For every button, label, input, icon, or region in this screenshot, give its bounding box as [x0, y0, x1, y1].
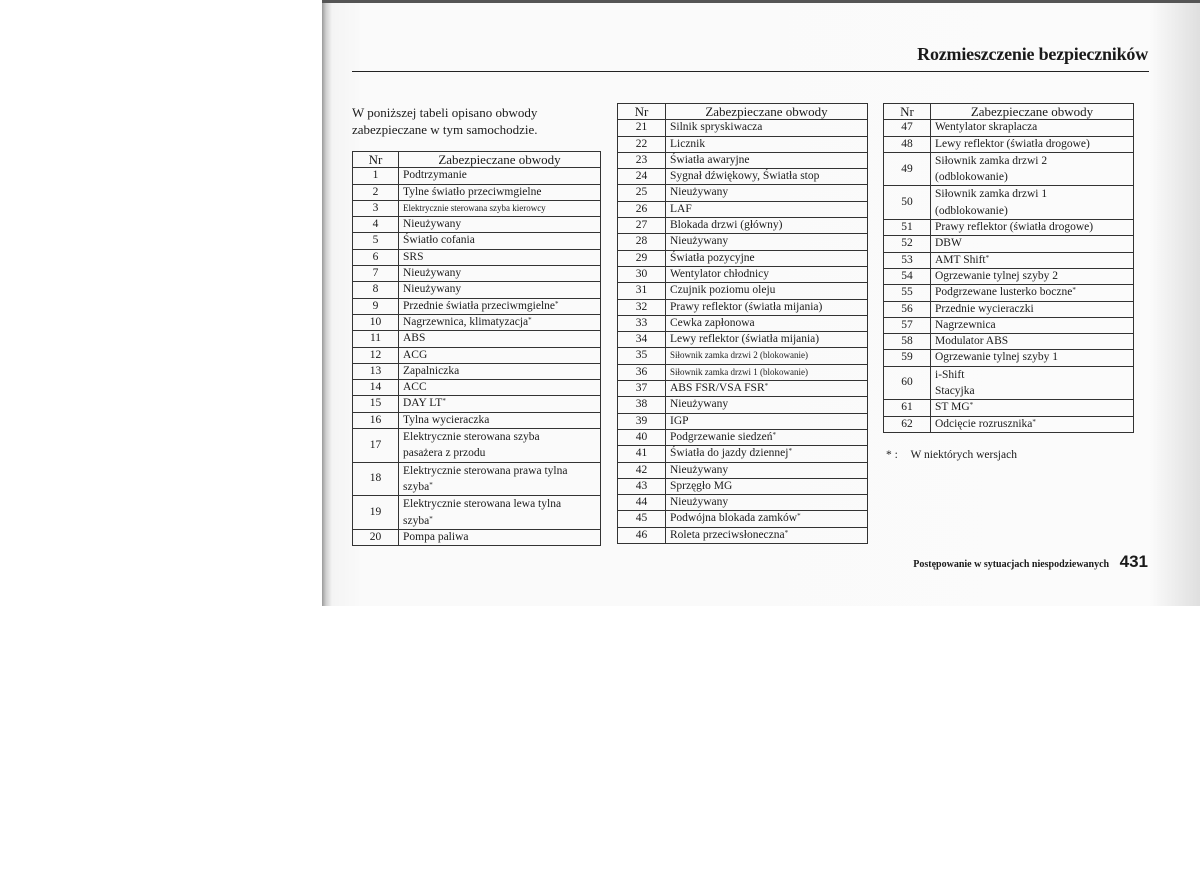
- fuse-circuit-line: [403, 445, 596, 461]
- table-row: [353, 429, 601, 463]
- fuse-circuit: [666, 527, 868, 543]
- fuse-number: 26: [618, 201, 666, 217]
- fuse-circuit-text: Podwójna blokada zamków: [670, 512, 798, 525]
- footnote-marker: *: [429, 480, 433, 489]
- table-row: [353, 184, 601, 200]
- fuse-number: 43: [618, 478, 666, 494]
- table-row: [618, 478, 868, 494]
- column-header-nr: Nr: [353, 152, 399, 168]
- table-row: [618, 169, 868, 185]
- page-number: 431: [1119, 552, 1148, 571]
- table-row: [618, 348, 868, 364]
- fuse-circuit-text: Odcięcie rozrusznika: [935, 417, 1033, 430]
- fuse-circuit: [666, 397, 868, 413]
- footnote-marker: *: [764, 382, 769, 391]
- fuse-number: 2: [353, 184, 399, 200]
- fuse-circuit-text: (odblokowanie): [935, 204, 1008, 217]
- table-row: [618, 234, 868, 250]
- table-row: [353, 233, 601, 249]
- fuse-circuit-text: Czujnik poziomu oleju: [670, 284, 776, 297]
- fuse-circuit: [666, 446, 868, 462]
- fuse-number: 44: [618, 495, 666, 511]
- fuse-number: 41: [618, 446, 666, 462]
- fuse-number: 62: [884, 416, 931, 432]
- fuse-number: 36: [618, 364, 666, 380]
- fuse-number: 56: [884, 301, 931, 317]
- fuse-number: 5: [353, 233, 399, 249]
- fuse-circuit: [931, 152, 1134, 186]
- fuse-circuit: [931, 268, 1134, 284]
- fuse-circuit-text: SRS: [403, 250, 424, 263]
- intro-line: zabezpieczane w tym samochodzie.: [352, 122, 538, 137]
- fuse-number: 9: [353, 298, 399, 314]
- fuse-number: 8: [353, 282, 399, 298]
- fuse-number: 35: [618, 348, 666, 364]
- fuse-circuit-text: Nieużywany: [403, 218, 462, 231]
- fuse-circuit-text: pasażera z przodu: [403, 447, 486, 460]
- fuse-number: 38: [618, 397, 666, 413]
- fuse-circuit-text: ACC: [403, 381, 427, 394]
- table-row: [353, 266, 601, 282]
- table-row: [618, 381, 868, 397]
- fuse-circuit-text: szyba: [403, 480, 430, 493]
- table-row: [353, 412, 601, 428]
- fuse-number: 18: [353, 462, 399, 496]
- fuse-circuit-text: szyba: [403, 514, 430, 527]
- fuse-number: 34: [618, 332, 666, 348]
- table-row: [353, 314, 601, 330]
- table-row: [353, 363, 601, 379]
- fuse-circuit: [666, 429, 868, 445]
- fuse-circuit-text: Cewka zapłonowa: [670, 316, 755, 329]
- column-header-nr: Nr: [618, 104, 666, 120]
- fuse-circuit: [399, 462, 601, 496]
- fuse-circuit-text: Podgrzewane lusterko boczne: [935, 286, 1073, 299]
- fuse-number: 13: [353, 363, 399, 379]
- fuse-circuit: [399, 266, 601, 282]
- fuse-table-3: [883, 103, 1134, 433]
- table-row: [884, 186, 1134, 220]
- fuse-circuit: [399, 184, 601, 200]
- fuse-number: 57: [884, 317, 931, 333]
- fuse-number: 47: [884, 120, 931, 136]
- fuse-number: 15: [353, 396, 399, 412]
- fuse-circuit-text: Tylna wycieraczka: [403, 413, 490, 426]
- fuse-circuit-text: (odblokowanie): [935, 171, 1008, 184]
- table-row: [884, 152, 1134, 186]
- footnote-marker: *: [797, 512, 801, 521]
- fuse-circuit: [666, 381, 868, 397]
- fuse-circuit-text: Licznik: [670, 137, 706, 150]
- fuse-circuit-text: Blokada drzwi (główny): [670, 219, 783, 232]
- fuse-number: 61: [884, 400, 931, 416]
- fuse-number: 21: [618, 120, 666, 136]
- fuse-circuit-text: Pompa paliwa: [403, 530, 469, 543]
- table-row: [353, 249, 601, 265]
- table-row: [884, 220, 1134, 236]
- table-row: [884, 301, 1134, 317]
- table-row: [618, 152, 868, 168]
- table-row: [618, 315, 868, 331]
- footnote-marker: *: [1032, 417, 1036, 426]
- fuse-number: 40: [618, 429, 666, 445]
- page-top-edge: [322, 0, 1200, 3]
- table-header-row: [353, 152, 601, 168]
- fuse-circuit: [931, 220, 1134, 236]
- fuse-circuit: [666, 315, 868, 331]
- footnote-marker: *: [442, 397, 446, 406]
- fuse-circuit: [931, 120, 1134, 136]
- fuse-circuit-text: Nieużywany: [670, 398, 729, 411]
- table-row: [618, 364, 868, 380]
- fuse-number: 17: [353, 429, 399, 463]
- fuse-circuit-text: Siłownik zamka drzwi 2 (blokowanie): [670, 350, 808, 361]
- fuse-circuit-text: Elektrycznie sterowana szyba kierowcy: [403, 202, 546, 213]
- table-row: [884, 317, 1134, 333]
- table-row: [618, 429, 868, 445]
- fuse-circuit: [666, 462, 868, 478]
- fuse-circuit-text: Lewy reflektor (światła drogowe): [935, 137, 1090, 150]
- fuse-circuit: [931, 285, 1134, 301]
- table-row: [353, 282, 601, 298]
- fuse-circuit: [666, 152, 868, 168]
- fuse-circuit-line: Siłownik zamka drzwi 1: [935, 188, 1048, 201]
- fuse-circuit-line: Elektrycznie sterowana prawa tylna: [403, 464, 568, 477]
- fuse-circuit: [399, 298, 601, 314]
- fuse-circuit-line: [935, 383, 1129, 399]
- table-row: [618, 446, 868, 462]
- fuse-number: 28: [618, 234, 666, 250]
- fuse-circuit-text: Lewy reflektor (światła mijania): [670, 333, 820, 346]
- fuse-number: 4: [353, 217, 399, 233]
- fuse-circuit-text: Ogrzewanie tylnej szyby 2: [935, 269, 1058, 282]
- table-row: [618, 462, 868, 478]
- fuse-circuit-line: [935, 203, 1129, 219]
- fuse-circuit: [666, 283, 868, 299]
- fuse-circuit-text: Roleta przeciwsłoneczna: [670, 528, 785, 541]
- fuse-number: 29: [618, 250, 666, 266]
- fuse-number: 58: [884, 334, 931, 350]
- table-row: [884, 120, 1134, 136]
- table-row: [884, 366, 1134, 400]
- fuse-number: 55: [884, 285, 931, 301]
- fuse-circuit: [666, 478, 868, 494]
- footnote-marker: *: [429, 514, 433, 523]
- fuse-circuit-text: DAY LT: [403, 397, 443, 410]
- fuse-circuit: [666, 169, 868, 185]
- fuse-number: 31: [618, 283, 666, 299]
- fuse-circuit-text: AMT Shift: [935, 253, 986, 266]
- table-row: [884, 400, 1134, 416]
- fuse-number: 51: [884, 220, 931, 236]
- fuse-number: 30: [618, 266, 666, 282]
- fuse-circuit: [399, 314, 601, 330]
- footnote-marker: *: [1072, 286, 1076, 295]
- page-title: Rozmieszczenie bezpieczników: [917, 44, 1148, 64]
- footnote-marker: *: [788, 447, 792, 456]
- fuse-circuit: [399, 412, 601, 428]
- fuse-circuit: [399, 363, 601, 379]
- fuse-circuit: [931, 400, 1134, 416]
- fuse-circuit-text: Zapalniczka: [403, 364, 460, 377]
- fuse-circuit: [399, 168, 601, 184]
- column-header-name: Zabezpieczane obwody: [399, 152, 601, 168]
- intro-line: W poniższej tabeli opisano obwody: [352, 105, 538, 120]
- fuse-number: 45: [618, 511, 666, 527]
- fuse-circuit-text: Prawy reflektor (światła drogowe): [935, 221, 1094, 234]
- table-row: [884, 236, 1134, 252]
- table-row: [353, 496, 601, 530]
- table-row: [884, 252, 1134, 268]
- fuse-circuit-text: Światło cofania: [403, 234, 475, 247]
- table-row: [618, 201, 868, 217]
- fuse-number: 14: [353, 380, 399, 396]
- fuse-number: 46: [618, 527, 666, 543]
- fuse-circuit-text: Silnik spryskiwacza: [670, 121, 763, 134]
- fuse-circuit: [399, 233, 601, 249]
- fuse-circuit: [931, 301, 1134, 317]
- fuse-circuit-text: Nieużywany: [670, 496, 729, 509]
- fuse-number: 24: [618, 169, 666, 185]
- fuse-circuit: [399, 249, 601, 265]
- intro-text: [352, 104, 538, 138]
- fuse-number: 11: [353, 331, 399, 347]
- table-row: [353, 347, 601, 363]
- fuse-circuit: [931, 416, 1134, 432]
- fuse-circuit: [666, 266, 868, 282]
- table-row: [884, 285, 1134, 301]
- fuse-circuit: [666, 364, 868, 380]
- fuse-number: 50: [884, 186, 931, 220]
- fuse-circuit-text: Światła do jazdy dziennej: [670, 447, 789, 460]
- fuse-circuit-text: Nieużywany: [403, 283, 462, 296]
- fuse-circuit: [666, 413, 868, 429]
- footnote-marker: *: [969, 401, 974, 410]
- fuse-circuit: [931, 236, 1134, 252]
- fuse-circuit-line: [935, 169, 1129, 185]
- fuse-circuit: [931, 317, 1134, 333]
- fuse-circuit: [399, 529, 601, 545]
- fuse-circuit-line: Elektrycznie sterowana szyba: [403, 431, 540, 444]
- table-row: [618, 413, 868, 429]
- fuse-circuit-line: Elektrycznie sterowana lewa tylna: [403, 498, 562, 511]
- fuse-circuit: [666, 234, 868, 250]
- footnote-symbol: * :: [886, 449, 898, 461]
- table-row: [618, 397, 868, 413]
- fuse-circuit-text: Podtrzymanie: [403, 169, 467, 182]
- fuse-table-2: [617, 103, 868, 544]
- fuse-circuit-text: Wentylator skraplacza: [935, 121, 1038, 134]
- header-rule: [352, 71, 1149, 72]
- fuse-number: 12: [353, 347, 399, 363]
- table-row: [618, 511, 868, 527]
- fuse-table-1: [352, 151, 601, 546]
- fuse-number: 49: [884, 152, 931, 186]
- fuse-number: 19: [353, 496, 399, 530]
- table-row: [618, 527, 868, 543]
- fuse-circuit: [931, 334, 1134, 350]
- fuse-circuit-text: LAF: [670, 202, 692, 215]
- fuse-circuit: [931, 350, 1134, 366]
- fuse-circuit-text: ABS: [403, 332, 426, 345]
- fuse-circuit: [931, 136, 1134, 152]
- fuse-circuit: [666, 201, 868, 217]
- table-row: [618, 332, 868, 348]
- fuse-circuit: [666, 299, 868, 315]
- table-row: [618, 250, 868, 266]
- table-row: [353, 529, 601, 545]
- fuse-number: 3: [353, 200, 399, 216]
- table-row: [618, 218, 868, 234]
- fuse-circuit-text: Światła pozycyjne: [670, 251, 755, 264]
- fuse-circuit-text: Sygnał dźwiękowy, Światła stop: [670, 170, 820, 183]
- page-footer: [913, 552, 1148, 572]
- fuse-circuit: [399, 396, 601, 412]
- fuse-circuit-line: [403, 513, 596, 529]
- footnote-marker: *: [772, 430, 777, 439]
- fuse-circuit-text: Siłownik zamka drzwi 1 (blokowanie): [670, 366, 808, 377]
- fuse-circuit: [666, 218, 868, 234]
- table-row: [618, 120, 868, 136]
- fuse-circuit-text: Nieużywany: [403, 267, 462, 280]
- table-row: [618, 136, 868, 152]
- fuse-circuit: [399, 380, 601, 396]
- fuse-circuit: [666, 511, 868, 527]
- fuse-circuit: [931, 366, 1134, 400]
- footnote: [886, 449, 1017, 461]
- fuse-circuit: [666, 332, 868, 348]
- table-row: [618, 266, 868, 282]
- fuse-number: 23: [618, 152, 666, 168]
- table-row: [353, 331, 601, 347]
- footer-section: Postępowanie w sytuacjach niespodziewanych: [913, 559, 1110, 570]
- fuse-circuit-line: [403, 479, 596, 495]
- table-row: [618, 495, 868, 511]
- fuse-number: 54: [884, 268, 931, 284]
- table-row: [884, 350, 1134, 366]
- fuse-circuit-line: i-Shift: [935, 368, 965, 381]
- footnote-marker: *: [985, 253, 990, 262]
- fuse-circuit-text: ST MG: [935, 401, 970, 414]
- fuse-number: 16: [353, 412, 399, 428]
- footnote-marker: *: [555, 299, 559, 308]
- fuse-number: 39: [618, 413, 666, 429]
- fuse-number: 52: [884, 236, 931, 252]
- fuse-circuit-text: DBW: [935, 237, 962, 250]
- fuse-circuit-text: Modulator ABS: [935, 335, 1009, 348]
- fuse-number: 59: [884, 350, 931, 366]
- fuse-number: 22: [618, 136, 666, 152]
- fuse-number: 27: [618, 218, 666, 234]
- fuse-circuit: [399, 217, 601, 233]
- fuse-number: 7: [353, 266, 399, 282]
- fuse-circuit-text: Nieużywany: [670, 463, 729, 476]
- fuse-circuit-text: Nieużywany: [670, 235, 729, 248]
- fuse-circuit: [666, 120, 868, 136]
- fuse-circuit-text: Światła awaryjne: [670, 153, 750, 166]
- table-header-row: [884, 104, 1134, 120]
- fuse-circuit: [666, 136, 868, 152]
- fuse-circuit: [666, 495, 868, 511]
- fuse-number: 10: [353, 314, 399, 330]
- fuse-circuit-text: Przednie światła przeciwmgielne: [403, 299, 555, 312]
- fuse-circuit-text: Podgrzewanie siedzeń: [670, 430, 773, 443]
- column-header-nr: Nr: [884, 104, 931, 120]
- table-header-row: [618, 104, 868, 120]
- fuse-circuit: [931, 186, 1134, 220]
- fuse-circuit: [399, 282, 601, 298]
- fuse-number: 37: [618, 381, 666, 397]
- table-row: [353, 396, 601, 412]
- fuse-circuit-text: Nieużywany: [670, 186, 729, 199]
- table-row: [353, 168, 601, 184]
- fuse-circuit-text: Ogrzewanie tylnej szyby 1: [935, 351, 1058, 364]
- fuse-number: 48: [884, 136, 931, 152]
- fuse-circuit-text: Sprzęgło MG: [670, 479, 733, 492]
- fuse-circuit: [666, 185, 868, 201]
- fuse-circuit-text: IGP: [670, 414, 689, 427]
- fuse-circuit: [399, 429, 601, 463]
- table-row: [884, 416, 1134, 432]
- fuse-circuit-line: Siłownik zamka drzwi 2: [935, 154, 1048, 167]
- fuse-circuit: [399, 496, 601, 530]
- table-row: [884, 136, 1134, 152]
- fuse-number: 25: [618, 185, 666, 201]
- fuse-circuit-text: Przednie wycieraczki: [935, 302, 1034, 315]
- fuse-number: 33: [618, 315, 666, 331]
- table-row: [884, 268, 1134, 284]
- footnote-text: W niektórych wersjach: [910, 449, 1017, 461]
- fuse-circuit: [399, 331, 601, 347]
- table-row: [353, 298, 601, 314]
- table-row: [353, 200, 601, 216]
- fuse-circuit-text: Tylne światło przeciwmgielne: [403, 185, 542, 198]
- table-row: [884, 334, 1134, 350]
- fuse-number: 60: [884, 366, 931, 400]
- table-row: [353, 217, 601, 233]
- table-row: [618, 299, 868, 315]
- column-header-name: Zabezpieczane obwody: [666, 104, 868, 120]
- fuse-circuit: [399, 200, 601, 216]
- table-row: [353, 462, 601, 496]
- fuse-circuit-text: Stacyjka: [935, 385, 975, 398]
- fuse-number: 20: [353, 529, 399, 545]
- table-row: [618, 283, 868, 299]
- fuse-circuit-text: ACG: [403, 348, 428, 361]
- fuse-circuit-text: ABS FSR/VSA FSR: [670, 382, 765, 395]
- fuse-circuit: [666, 250, 868, 266]
- fuse-circuit-text: Prawy reflektor (światła mijania): [670, 300, 823, 313]
- fuse-number: 1: [353, 168, 399, 184]
- fuse-circuit-text: Nagrzewnica: [935, 318, 996, 331]
- fuse-circuit: [399, 347, 601, 363]
- footnote-marker: *: [528, 315, 532, 324]
- fuse-circuit-text: Wentylator chłodnicy: [670, 267, 770, 280]
- table-row: [353, 380, 601, 396]
- fuse-number: 32: [618, 299, 666, 315]
- fuse-number: 42: [618, 462, 666, 478]
- fuse-circuit-text: Nagrzewnica, klimatyzacja: [403, 315, 529, 328]
- fuse-circuit: [666, 348, 868, 364]
- fuse-number: 6: [353, 249, 399, 265]
- column-header-name: Zabezpieczane obwody: [931, 104, 1134, 120]
- fuse-number: 53: [884, 252, 931, 268]
- footnote-marker: *: [784, 528, 789, 537]
- fuse-circuit: [931, 252, 1134, 268]
- table-row: [618, 185, 868, 201]
